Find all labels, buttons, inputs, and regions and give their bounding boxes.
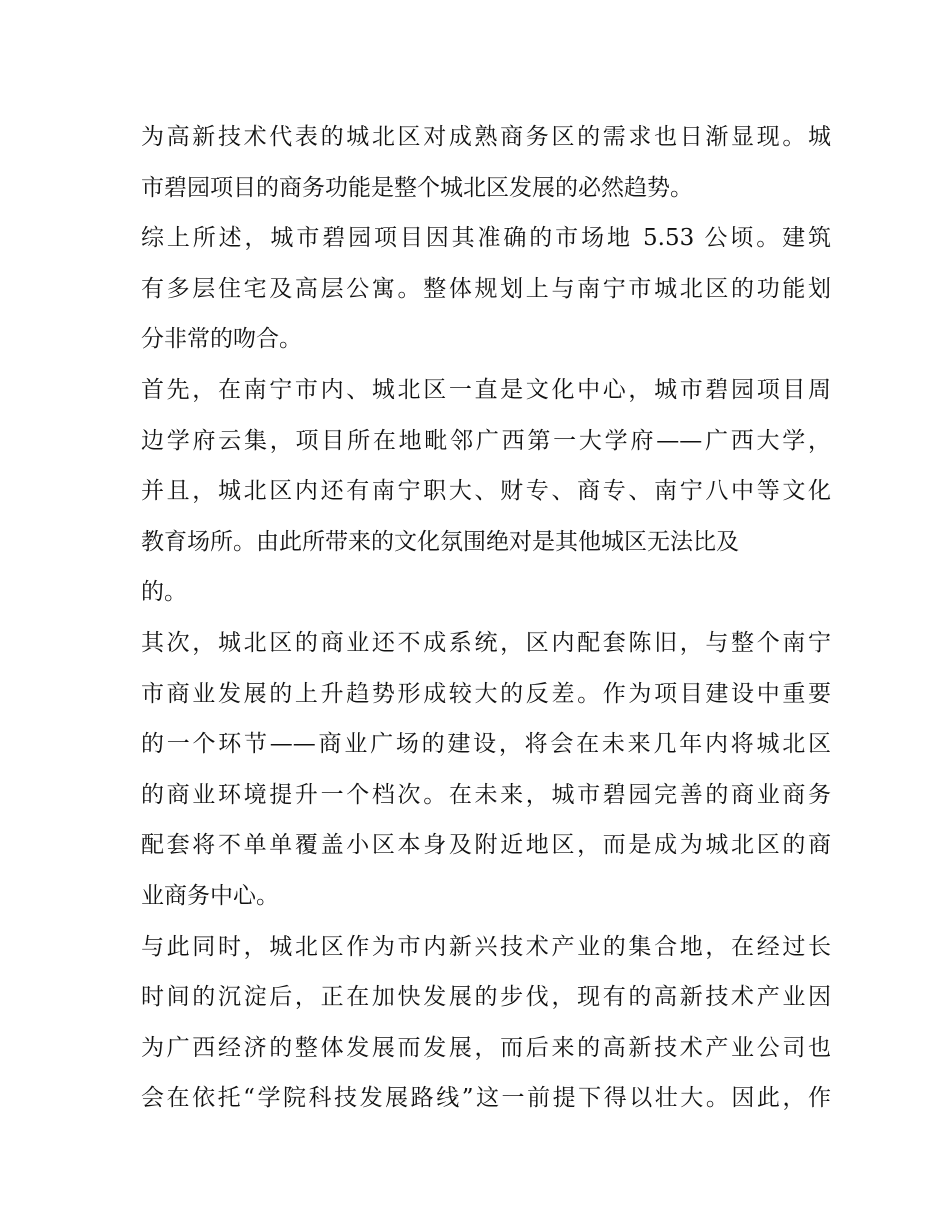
text-line: 会在依托“学院科技发展路线”这一前提下得以壮大。因此，作 <box>141 1085 831 1112</box>
text-line: 有多层住宅及高层公寓。整体规划上与南宁市城北区的功能划 <box>141 275 831 302</box>
text-line: 配套将不单单覆盖小区本身及附近地区，而是成为城北区的商 <box>141 832 831 859</box>
paragraph-4 <box>141 618 831 922</box>
document-body <box>141 112 831 1124</box>
text-line: 教育场所。由此所带来的文化氛围绝对是其他城区无法比及 <box>141 528 739 555</box>
text-line: 市碧园项目的商务功能是整个城北区发展的必然趋势。 <box>141 174 693 201</box>
text-line: 的一个环节——商业广场的建设，将会在未来几年内将城北区 <box>141 731 831 758</box>
text-line: 其次，城北区的商业还不成系统，区内配套陈旧，与整个南宁 <box>141 629 831 656</box>
text-line: 分非常的吻合。 <box>141 326 302 353</box>
paragraph-2 <box>141 213 831 365</box>
text-line: 首先，在南宁市内、城北区一直是文化中心，城市碧园项目周 <box>141 376 831 403</box>
paragraph-3 <box>141 365 831 618</box>
text-line: 的。 <box>141 579 187 606</box>
text-line: 为广西经济的整体发展而发展，而后来的高新技术产业公司也 <box>141 1034 831 1061</box>
paragraph-1 <box>141 112 831 213</box>
text-line: 业商务中心。 <box>141 882 279 909</box>
text-line: 边学府云集，项目所在地毗邻广西第一大学府——广西大学， <box>141 427 831 454</box>
paragraph-5 <box>141 922 831 1124</box>
text-line: 的商业环境提升一个档次。在未来，城市碧园完善的商业商务 <box>141 781 831 808</box>
text-line: 市商业发展的上升趋势形成较大的反差。作为项目建设中重要 <box>141 680 831 707</box>
text-line: 与此同时，城北区作为市内新兴技术产业的集合地，在经过长 <box>141 933 831 960</box>
text-line: 综上所述，城市碧园项目因其准确的市场地 5.53 公顷。建筑 <box>141 225 831 252</box>
text-line: 时间的沉淀后，正在加快发展的步伐，现有的高新技术产业因 <box>141 984 831 1011</box>
text-line: 并且，城北区内还有南宁职大、财专、商专、南宁八中等文化 <box>141 478 831 505</box>
text-line: 为高新技术代表的城北区对成熟商务区的需求也日渐显现。城 <box>141 124 831 150</box>
